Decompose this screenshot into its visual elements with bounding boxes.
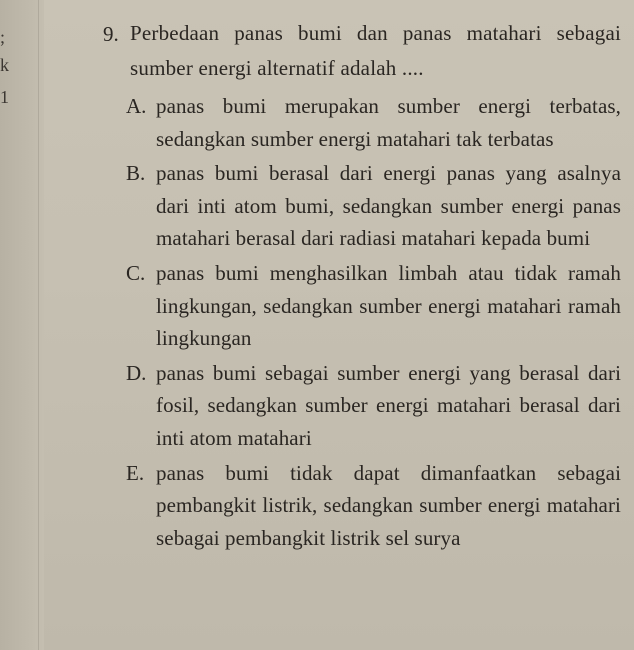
option-text: panas bumi menghasilkan limbah atau tidak ramah lingkungan, sedangkan sumber energi matahari ramah lingkungan xyxy=(156,260,621,351)
margin-mark-1: ; xyxy=(0,27,6,47)
option-text: panas bumi tidak dapat dimanfaatkan sebagai pembangkit listrik, sedangkan sumber energi matahari sebagai pembangkit listrik sel surya xyxy=(156,460,621,550)
question-block xyxy=(103,10,621,556)
option-e xyxy=(103,457,621,555)
option-text: panas bumi sebagai sumber energi yang berasal dari fosil, sedangkan sumber energi matahari berasal dari inti atom matahari xyxy=(156,360,621,450)
question-text: Perbedaan panas bumi dan panas matahari sebagai sumber energi alternatif adalah .... xyxy=(130,21,621,80)
option-text: panas bumi merupakan sumber energi terbatas, sedangkan sumber energi matahari tak terbatas xyxy=(156,94,621,151)
option-letter: C. xyxy=(126,260,146,285)
page-fold-line xyxy=(38,0,39,650)
option-letter: E. xyxy=(126,460,145,485)
option-c xyxy=(103,257,621,355)
option-text: panas bumi berasal dari energi panas yang asalnya dari inti atom bumi, sedangkan sumber energi panas matahari berasal dari radiasi matahari kepada bumi xyxy=(156,161,621,251)
answer-options xyxy=(103,90,621,554)
option-letter: B. xyxy=(126,161,146,186)
margin-mark-2: k xyxy=(0,55,9,75)
option-letter: A. xyxy=(126,94,147,118)
option-b xyxy=(103,157,621,255)
option-d xyxy=(103,357,621,455)
question-number: 9. xyxy=(103,22,119,46)
option-letter: D. xyxy=(126,360,147,385)
margin-mark-3: 1 xyxy=(0,87,9,107)
option-a xyxy=(103,90,621,155)
